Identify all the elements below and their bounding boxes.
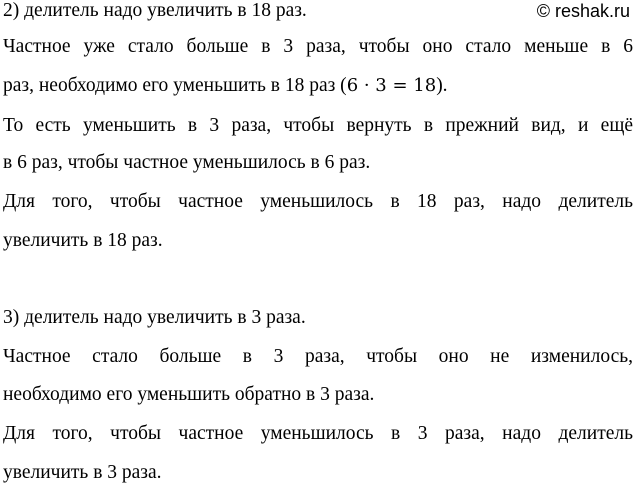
answer-2-text-line-3: То есть уменьшить в 3 раза, чтобы вернуть в прежний вид, и ещё — [3, 115, 633, 136]
answer-2-heading: 2) делитель надо увеличить в 18 раз. — [3, 0, 307, 21]
answer-2-text-line-5: Для того, чтобы частное уменьшилось в 18 раз, надо делитель — [3, 191, 633, 212]
watermark: © reshak.ru — [536, 1, 630, 21]
answer-2-text-line-6: увеличить в 18 раз. — [3, 230, 163, 251]
math-expression: 6 · 3 = 18 — [346, 75, 437, 96]
answer-3-text-line-1: Частное стало больше в 3 раза, чтобы оно не изменилось, — [3, 346, 633, 367]
answer-3-text-line-4: увеличить в 3 раза. — [3, 462, 162, 483]
answer-3-text-line-3: Для того, чтобы частное уменьшилось в 3 раза, надо делитель — [3, 423, 633, 444]
answer-2-text-line-2-start: раз, необходимо его уменьшить в 18 раз ( — [3, 75, 347, 96]
answer-2-text-line-4: в 6 раз, чтобы частное уменьшилось в 6 раз. — [3, 152, 371, 173]
answer-3-heading: 3) делитель надо увеличить в 3 раза. — [3, 307, 306, 328]
answer-2-text-line-2-end: ). — [436, 75, 448, 96]
answer-2-text-line-1: Частное уже стало больше в 3 раза, чтобы оно стало меньше в 6 — [3, 36, 633, 57]
answer-3-text-line-2: необходимо его уменьшить обратно в 3 раза. — [3, 384, 375, 405]
answer-2-text-line-2 — [3, 74, 448, 98]
